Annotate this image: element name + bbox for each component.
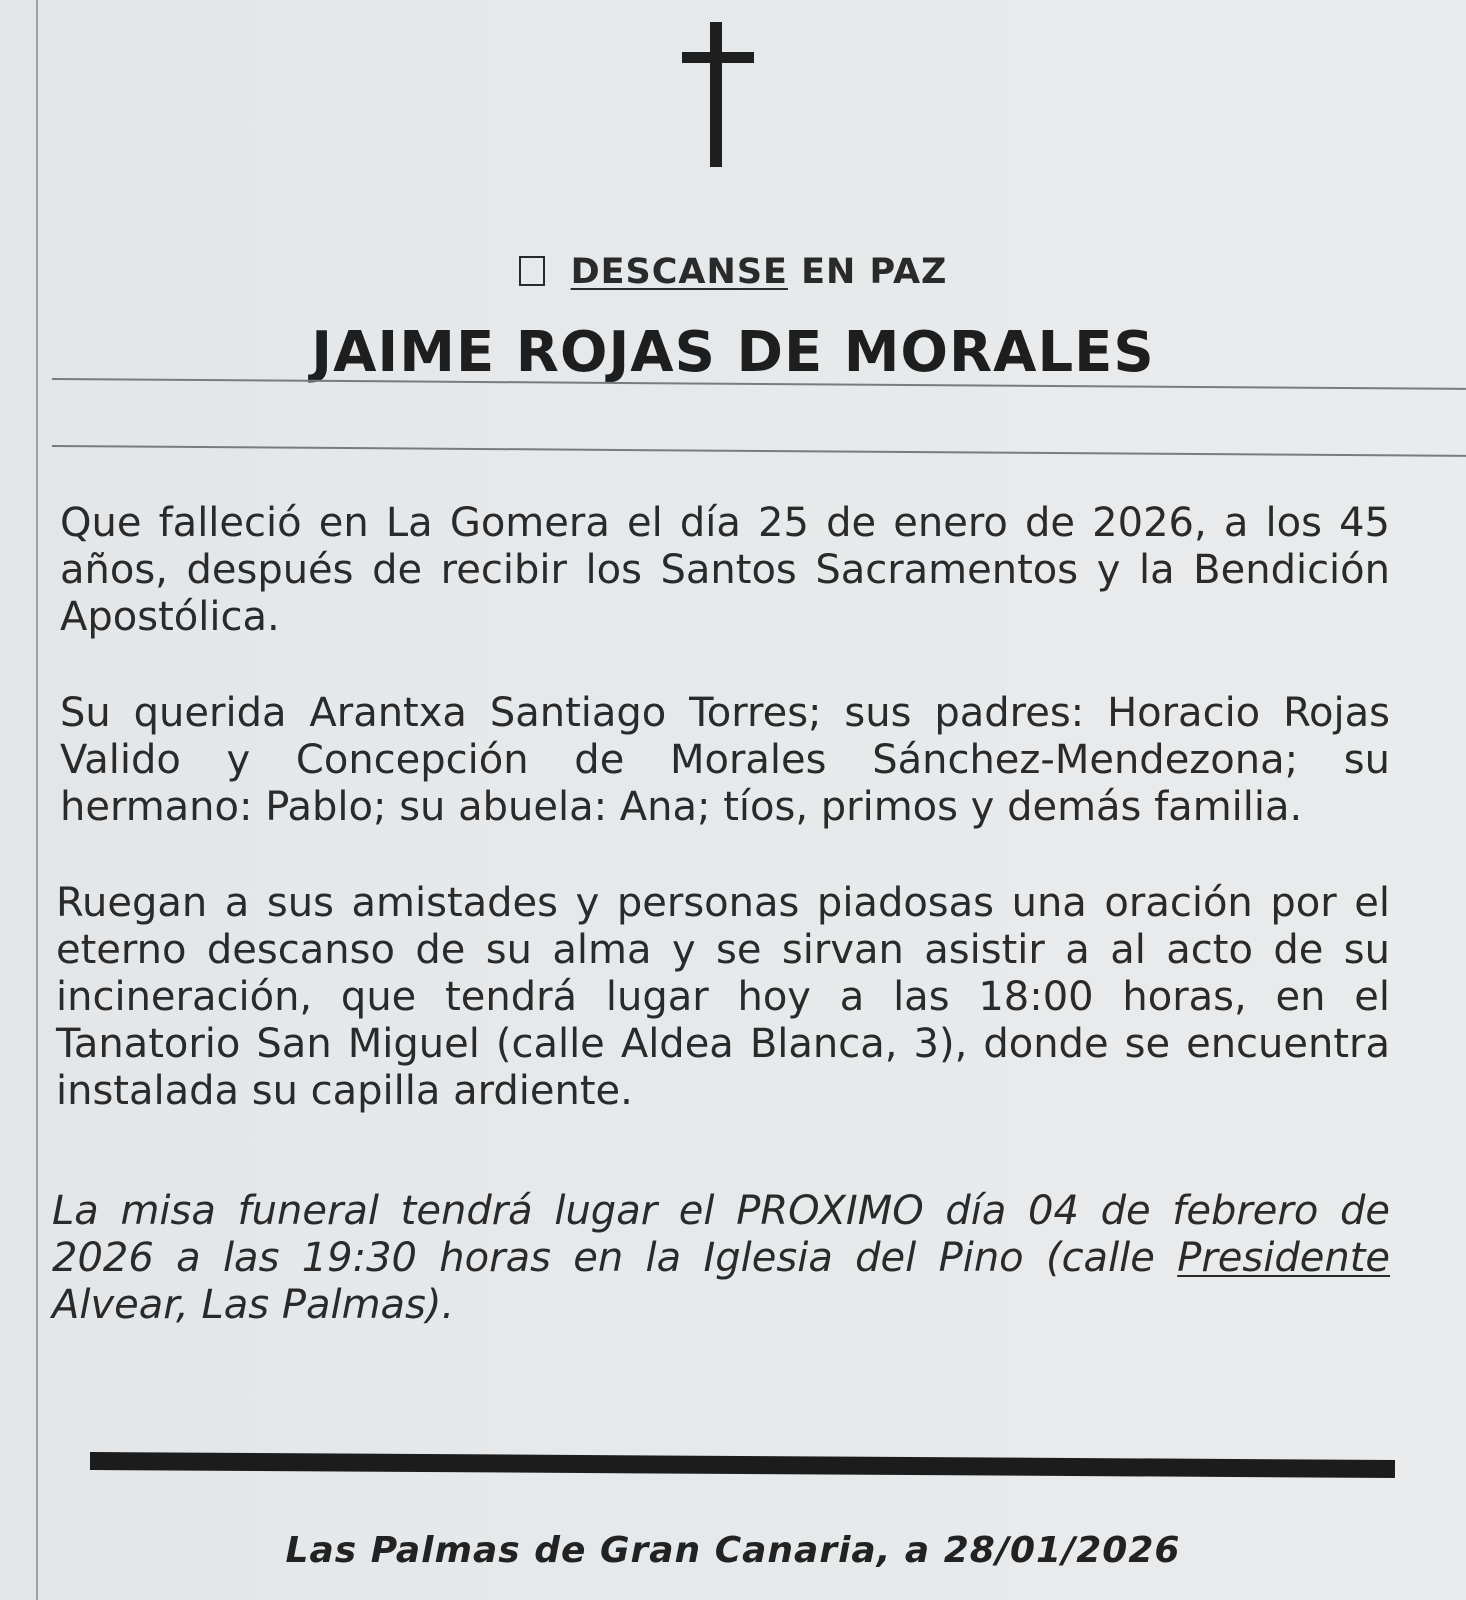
rip-heading [0, 252, 1466, 292]
deceased-name: JAIME ROJAS DE MORALES [311, 320, 1155, 385]
place-date: Las Palmas de Gran Canaria, a 28/01/2026 [285, 1530, 1181, 1571]
rip-word-en-paz: EN PAZ [801, 252, 948, 292]
footer-divider [90, 1452, 1395, 1478]
rip-word-descanse: DESCANSE [570, 252, 788, 292]
presidente-link[interactable]: Presidente [1177, 1235, 1390, 1281]
cremation-paragraph: Ruegan a sus amistades y personas piadosas una oración por el eterno descanso de su alma y se sirvan asistir a al acto de su incineración, que tendrá lugar hoy a las 18:00 horas, en el Tanatorio San Miguel (calle Aldea Blanca, 3), donde se encuentra instalada su capilla ardiente. [56, 880, 1390, 1114]
family-paragraph: Su querida Arantxa Santiago Torres; sus padres: Horacio Rojas Valido y Concepción de Morales Sánchez-Mendezona; su hermano: Pablo; su abuela: Ana; tíos, primos y demás familia. [60, 690, 1390, 830]
page-left-border [36, 0, 38, 1600]
funeral-mass-text-2: Alvear, Las Palmas). [52, 1282, 455, 1328]
cross-icon [682, 22, 754, 167]
divider-bottom [52, 445, 1466, 457]
checkbox-icon [519, 256, 545, 286]
funeral-mass-paragraph [52, 1188, 1390, 1329]
death-paragraph: Que falleció en La Gomera el día 25 de enero de 2026, a los 45 años, después de recibir los Santos Sacramentos y la Bendición Apostólica. [60, 500, 1390, 640]
funeral-mass-text-1: La misa funeral tendrá lugar el PROXIMO día 04 de febrero de 2026 a las 19:30 horas en la Iglesia del Pino (calle [52, 1188, 1390, 1281]
